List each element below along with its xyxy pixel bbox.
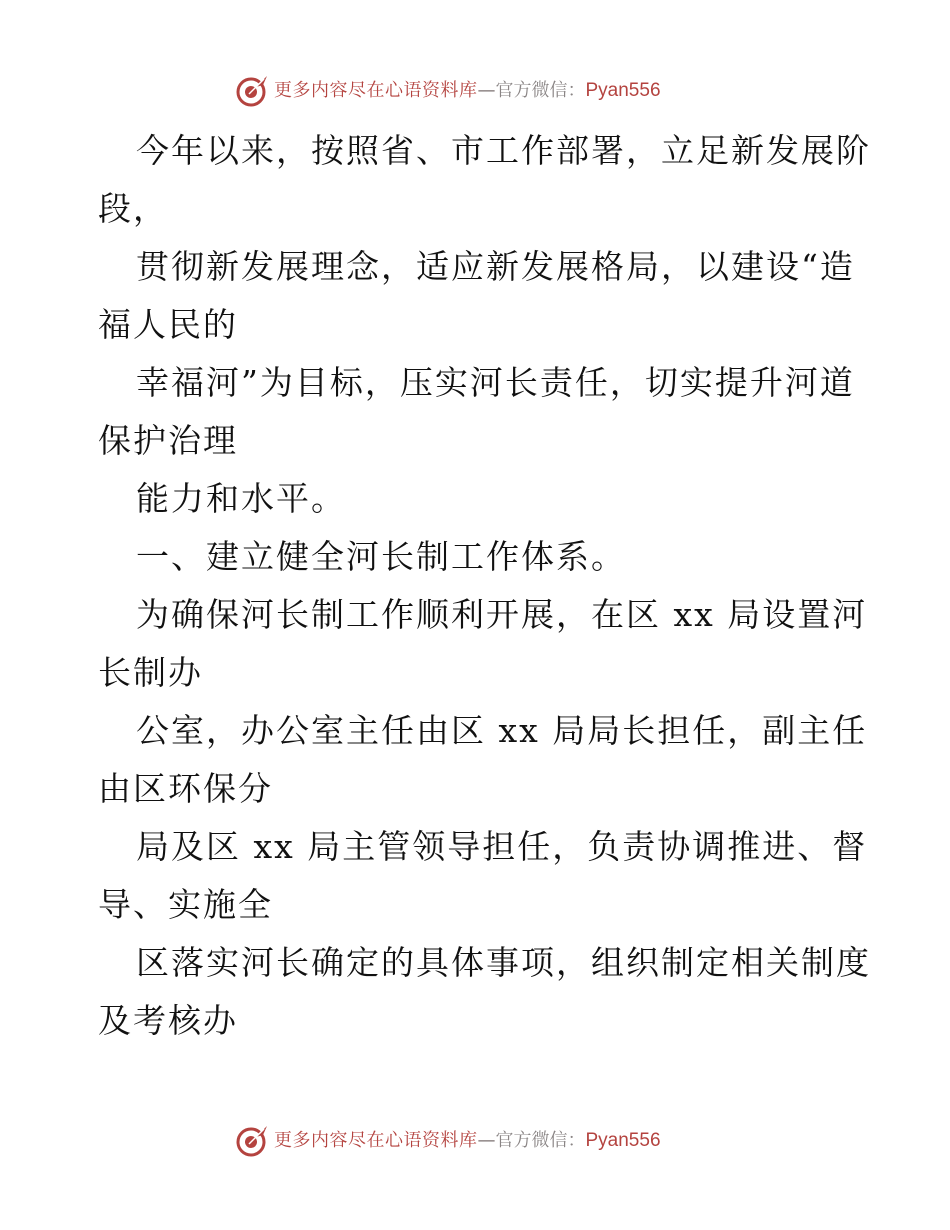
watermark-wechat-id: Pyan556 xyxy=(585,1130,661,1151)
quill-logo-icon xyxy=(234,1123,270,1159)
paragraph-line: 今年以来，按照省、市工作部署，立足新发展阶 xyxy=(136,131,871,170)
paragraph-line: 长制办 xyxy=(98,653,203,692)
watermark-wechat-id: Pyan556 xyxy=(585,80,661,101)
paragraph-line: 由区环保分 xyxy=(98,769,273,808)
paragraph-line: 幸福河”为目标，压实河长责任，切实提升河道 xyxy=(136,363,855,402)
paragraph-line: 导、实施全 xyxy=(98,885,273,924)
watermark-separator: — xyxy=(477,80,496,101)
watermark-label: 官方微信： xyxy=(495,1130,586,1151)
paragraph-line: 及考核办 xyxy=(98,1001,238,1040)
paragraph-line: 公室，办公室主任由区 xx 局局长担任，副主任 xyxy=(136,711,868,750)
watermark-brand-text: 更多内容尽在心语资料库 xyxy=(274,80,478,101)
paragraph-line: 贯彻新发展理念，适应新发展格局，以建设“造 xyxy=(136,247,855,286)
watermark-separator: — xyxy=(477,1130,496,1151)
footer-watermark xyxy=(234,1122,661,1160)
header-watermark xyxy=(234,72,661,110)
watermark-brand-text: 更多内容尽在心语资料库 xyxy=(274,1130,478,1151)
watermark-label: 官方微信： xyxy=(495,80,586,101)
paragraph-line: 区落实河长确定的具体事项，组织制定相关制度 xyxy=(136,943,871,982)
document-body xyxy=(98,122,871,1050)
paragraph-line: 能力和水平。 xyxy=(136,479,346,518)
paragraph-line: 局及区 xx 局主管领导担任，负责协调推进、督 xyxy=(136,827,868,866)
paragraph-line: 福人民的 xyxy=(98,305,238,344)
paragraph-line: 保护治理 xyxy=(98,421,238,460)
paragraph-line: 一、建立健全河长制工作体系。 xyxy=(136,537,626,576)
paragraph-line: 为确保河长制工作顺利开展，在区 xx 局设置河 xyxy=(136,595,868,634)
paragraph-line: 段， xyxy=(98,189,168,228)
quill-logo-icon xyxy=(234,73,270,109)
